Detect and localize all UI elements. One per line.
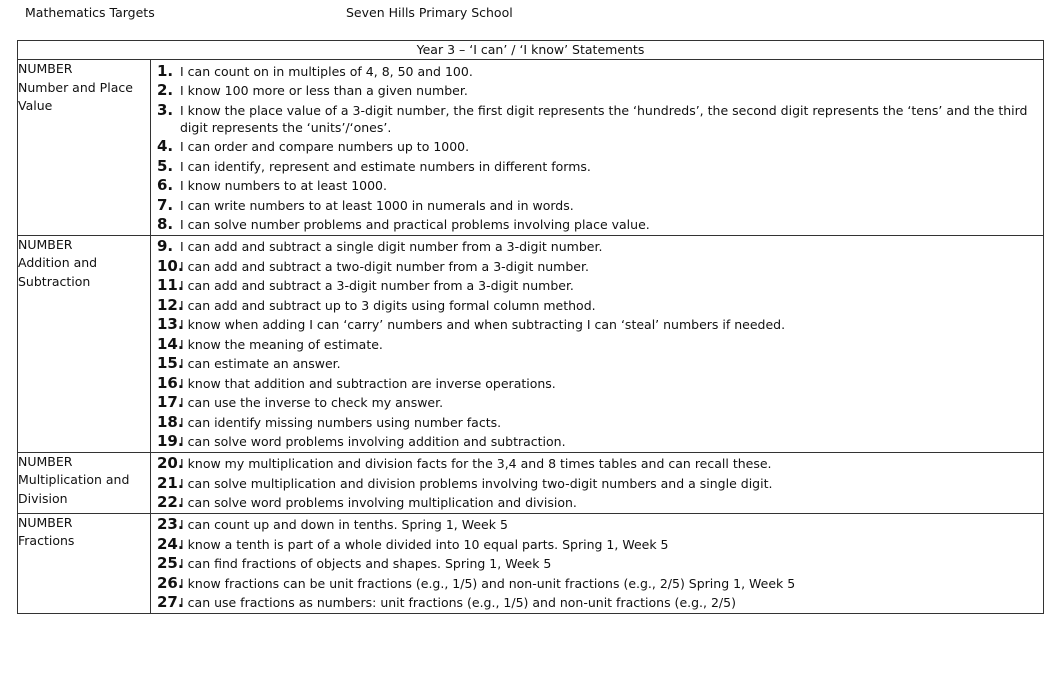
statement-number: 19. [157, 432, 184, 450]
statement-text: I know a tenth is part of a whole divided into 10 equal parts. Spring 1, Week 5 [180, 536, 669, 552]
statement-item [157, 177, 1037, 194]
statement-text: I know fractions can be unit fractions (e.g., 1/5) and non-unit fractions (e.g., 2/5) Spring 1, Week 5 [180, 575, 796, 591]
statement-item [157, 297, 1037, 314]
statement-item [157, 536, 1037, 553]
category-line: Multiplication and [18, 472, 130, 487]
category-line: Fractions [18, 533, 75, 548]
statement-number: 9. [157, 237, 174, 255]
statement-text: I can find fractions of objects and shapes. Spring 1, Week 5 [180, 556, 552, 571]
section-category [18, 60, 151, 236]
statement-text: I can add and subtract up to 3 digits using formal column method. [180, 297, 596, 313]
section-statements [151, 452, 1044, 513]
statement-number: 15. [157, 354, 184, 372]
statement-number: 13. [157, 315, 184, 333]
statement-number: 2. [157, 81, 174, 99]
category-line: NUMBER [18, 453, 73, 469]
statement-text: I know when adding I can ‘carry’ numbers and when subtracting I can ‘steal’ numbers if needed. [180, 317, 786, 332]
statement-number: 7. [157, 195, 174, 214]
statement-item [157, 594, 1037, 611]
statement-text: I can order and compare numbers up to 1000. [180, 139, 470, 154]
statement-list [151, 516, 1043, 611]
statement-text: I know 100 more or less than a given number. [180, 83, 468, 98]
statement-item [157, 258, 1037, 275]
statement-number: 17. [157, 393, 184, 411]
statement-item [157, 555, 1037, 572]
statement-item [157, 375, 1037, 392]
statement-number: 3. [157, 100, 174, 119]
statement-number: 20. [157, 454, 184, 472]
statement-text: I know that addition and subtraction are inverse operations. [180, 375, 556, 391]
statement-text: I can solve word problems involving addition and subtraction. [180, 434, 566, 449]
statement-number: 14. [157, 334, 184, 353]
statement-number: 8. [157, 215, 174, 233]
statement-item [157, 138, 1037, 155]
category-line: NUMBER [18, 236, 73, 252]
statement-item [157, 494, 1037, 511]
statement-text: I can solve number problems and practical problems involving place value. [180, 217, 650, 232]
statement-number: 18. [157, 412, 184, 431]
statement-text: I can use the inverse to check my answer. [180, 395, 444, 410]
category-line: Subtraction [18, 273, 91, 289]
statement-item [157, 102, 1037, 136]
table-title: Year 3 – ‘I can’ / ‘I know’ Statements [18, 41, 1044, 60]
statement-number: 10. [157, 256, 184, 275]
statement-text: I can write numbers to at least 1000 in numerals and in words. [180, 197, 574, 213]
header-school: Seven Hills Primary School [346, 5, 513, 20]
section-category [18, 452, 151, 513]
statement-text: I can solve word problems involving multiplication and division. [180, 495, 577, 510]
header-subject: Mathematics Targets [25, 5, 155, 20]
section-row [18, 60, 1044, 236]
statement-item [157, 575, 1037, 592]
statement-text: I can estimate an answer. [180, 356, 341, 371]
category-line: Addition and [18, 255, 98, 270]
statement-text: I know the place value of a 3-digit number, the first digit represents the ‘hundreds’, the second digit represents the ‘tens’ and the third digit represents the ‘units’/‘ones’. [180, 102, 1028, 135]
statement-text: I can add and subtract a 3-digit number from a 3-digit number. [180, 278, 574, 293]
statement-text: I know the meaning of estimate. [180, 336, 383, 352]
statement-number: 26. [157, 573, 184, 592]
category-line: Number and Place [18, 79, 133, 95]
section-category [18, 235, 151, 452]
statement-item [157, 197, 1037, 214]
statement-item [157, 433, 1037, 450]
statement-item [157, 216, 1037, 233]
statement-number: 24. [157, 534, 184, 553]
section-statements [151, 60, 1044, 236]
table-body [18, 60, 1044, 614]
category-line: NUMBER [18, 514, 73, 530]
statement-number: 27. [157, 593, 184, 611]
statement-text: I can identify missing numbers using number facts. [180, 414, 502, 430]
statement-text: I know my multiplication and division facts for the 3,4 and 8 times tables and can recall these. [180, 456, 772, 471]
section-row [18, 235, 1044, 452]
category-line: Value [18, 98, 53, 113]
statement-item [157, 516, 1037, 533]
targets-table [17, 40, 1044, 614]
statement-text: I can count up and down in tenths. Spring 1, Week 5 [180, 517, 508, 532]
statement-number: 1. [157, 61, 174, 80]
section-row [18, 513, 1044, 613]
statement-text: I can add and subtract a two-digit number from a 3-digit number. [180, 258, 589, 274]
statement-number: 6. [157, 176, 174, 194]
statement-text: I can add and subtract a single digit number from a 3-digit number. [180, 239, 603, 254]
section-statements [151, 235, 1044, 452]
statement-number: 25. [157, 554, 184, 572]
statement-item [157, 277, 1037, 294]
statement-number: 12. [157, 295, 184, 314]
statement-text: I know numbers to at least 1000. [180, 178, 387, 193]
statement-text: I can use fractions as numbers: unit fractions (e.g., 1/5) and non-unit fractions (e.g., 2/5) [180, 595, 736, 610]
statement-item [157, 158, 1037, 175]
statement-number: 16. [157, 373, 184, 392]
statement-item [157, 394, 1037, 411]
statement-number: 4. [157, 137, 174, 155]
category-line: NUMBER [18, 61, 73, 76]
statement-number: 5. [157, 156, 174, 175]
section-category [18, 513, 151, 613]
statement-item [157, 336, 1037, 353]
statement-item [157, 316, 1037, 333]
statement-item [157, 238, 1037, 255]
statement-item [157, 63, 1037, 80]
statement-item [157, 82, 1037, 99]
statement-number: 23. [157, 515, 184, 533]
statement-list [151, 63, 1043, 234]
statement-item [157, 455, 1037, 472]
statement-item [157, 355, 1037, 372]
statement-text: I can identify, represent and estimate numbers in different forms. [180, 158, 591, 174]
statement-text: I can solve multiplication and division problems involving two-digit numbers and a single digit. [180, 475, 773, 491]
category-line: Division [18, 490, 68, 506]
section-statements [151, 513, 1044, 613]
statement-item [157, 414, 1037, 431]
statement-number: 21. [157, 473, 184, 492]
section-row [18, 452, 1044, 513]
statement-list [151, 455, 1043, 511]
table-title-row [18, 41, 1044, 60]
statement-item [157, 475, 1037, 492]
statement-text: I can count on in multiples of 4, 8, 50 and 100. [180, 63, 473, 79]
statement-list [151, 238, 1043, 450]
statement-number: 11. [157, 276, 184, 294]
statement-number: 22. [157, 493, 184, 511]
